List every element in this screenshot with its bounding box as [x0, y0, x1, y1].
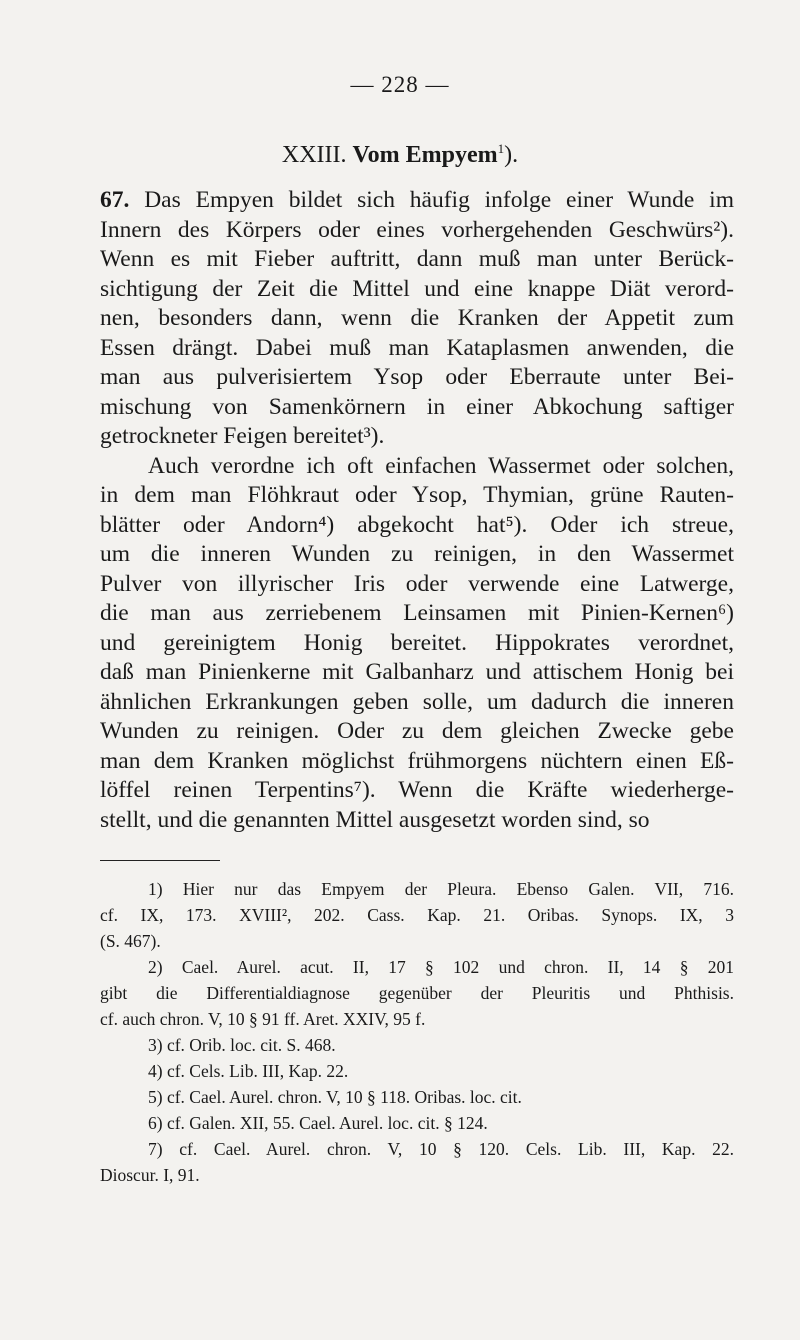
footnote-line: 4) cf. Cels. Lib. III, Kap. 22.: [148, 1061, 349, 1081]
footnote-line: cf. IX, 173. XVIII², 202. Cass. Kap. 21. Oribas. Synops. IX, 3: [100, 905, 734, 925]
footnote-line: gibt die Differentialdiagnose gegenüber der Pleuritis und Phthisis.: [100, 983, 734, 1003]
body-line: in dem man Flöhkraut oder Ysop, Thymian, grüne Rauten-: [100, 482, 734, 508]
footnote: [100, 1136, 734, 1188]
body-text: [100, 186, 734, 835]
footnote: [100, 876, 734, 954]
footnote-divider: [100, 860, 220, 861]
body-line: 67. Das Empyen bildet sich häufig infolge einer Wunde im: [100, 187, 734, 213]
body-line: löffel reinen Terpentins⁷). Wenn die Kräfte wiederherge-: [100, 777, 734, 803]
heading-suffix: ).: [504, 142, 519, 168]
chapter-numeral: XXIII.: [281, 142, 347, 168]
footnote: [100, 1084, 734, 1110]
body-line: stellt, und die genannten Mittel ausgesetzt worden sind, so: [100, 806, 650, 833]
footnote-line: 6) cf. Galen. XII, 55. Cael. Aurel. loc. cit. § 124.: [148, 1113, 488, 1133]
body-line: Auch verordne ich oft einfachen Wassermet oder solchen,: [148, 452, 734, 479]
footnote: [100, 954, 734, 1032]
body-line: getrockneter Feigen bereitet³).: [100, 423, 385, 449]
body-line: um die inneren Wunden zu reinigen, in den Wassermet: [100, 541, 734, 567]
body-line: sichtigung der Zeit die Mittel und eine knappe Diät verord-: [100, 275, 734, 302]
footnote: [100, 1058, 734, 1084]
body-line: man aus pulverisiertem Ysop oder Eberraute unter Bei-: [100, 364, 734, 390]
footnote: [100, 1032, 734, 1058]
heading-footnote-ref: 1: [497, 141, 505, 156]
chapter-heading: [0, 142, 800, 169]
page-number: — 228 —: [350, 72, 450, 97]
body-line: ähnlichen Erkrankungen geben solle, um dadurch die inneren: [100, 688, 734, 715]
footnote-line: 7) cf. Cael. Aurel. chron. V, 10 § 120. Cels. Lib. III, Kap. 22.: [148, 1139, 734, 1159]
body-line: Wenn es mit Fieber auftritt, dann muß man unter Berück-: [100, 246, 734, 272]
footnote-line: 3) cf. Orib. loc. cit. S. 468.: [148, 1035, 336, 1055]
chapter-title: Vom Empyem: [352, 142, 498, 168]
section-number: 67.: [100, 187, 130, 213]
footnote-line: Dioscur. I, 91.: [100, 1165, 200, 1185]
footnote-line: 2) Cael. Aurel. acut. II, 17 § 102 und chron. II, 14 § 201: [148, 957, 734, 977]
footnote-line: (S. 467).: [100, 931, 161, 951]
body-line: mischung von Samenkörnern in einer Abkochung saftiger: [100, 393, 734, 420]
body-line: Pulver von illyrischer Iris oder verwende eine Latwerge,: [100, 570, 734, 597]
footnote-line: 5) cf. Cael. Aurel. chron. V, 10 § 118. Oribas. loc. cit.: [148, 1087, 522, 1107]
body-line: nen, besonders dann, wenn die Kranken der Appetit zum: [100, 305, 734, 331]
body-line: Essen drängt. Dabei muß man Kataplasmen anwenden, die: [100, 334, 734, 361]
body-line: Wunden zu reinigen. Oder zu dem gleichen Zwecke gebe: [100, 718, 734, 744]
body-line: und gereinigtem Honig bereitet. Hippokrates verordnet,: [100, 629, 734, 656]
body-line: die man aus zerriebenem Leinsamen mit Pinien-Kernen⁶): [100, 600, 734, 626]
footnotes: [100, 876, 734, 1188]
footnote: [100, 1110, 734, 1136]
body-line: man dem Kranken möglichst frühmorgens nüchtern einen Eß-: [100, 747, 734, 774]
body-line: Innern des Körpers oder eines vorhergehenden Geschwürs²).: [100, 216, 734, 243]
footnote-line: 1) Hier nur das Empyem der Pleura. Ebenso Galen. VII, 716.: [148, 879, 734, 899]
footnote-line: cf. auch chron. V, 10 § 91 ff. Aret. XXIV, 95 f.: [100, 1009, 426, 1029]
body-line: daß man Pinienkerne mit Galbanharz und attischem Honig bei: [100, 659, 734, 685]
body-line: blätter oder Andorn⁴) abgekocht hat⁵). Oder ich streue,: [100, 511, 734, 538]
